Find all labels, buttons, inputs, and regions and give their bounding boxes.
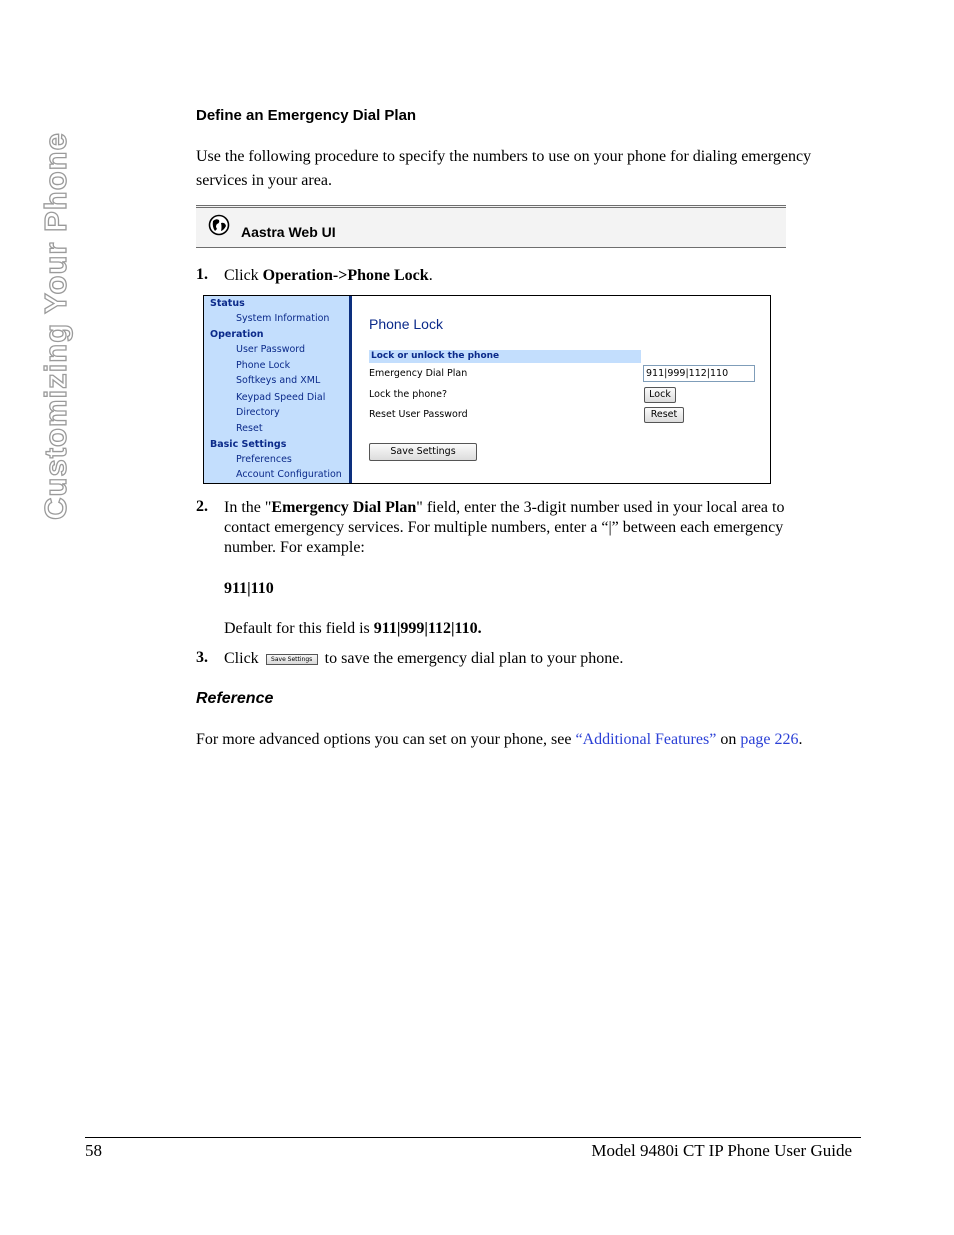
globe-icon	[208, 214, 230, 236]
step-3-text: Click Save Settings to save the emergency dial plan to your phone.	[224, 650, 624, 667]
nav-softkeys-xml[interactable]: Softkeys and XML	[236, 375, 321, 386]
lock-phone-label: Lock the phone?	[369, 389, 448, 400]
page-226-link[interactable]: page 226	[740, 731, 799, 748]
footer-rule	[85, 1137, 861, 1138]
step-1-number: 1.	[196, 266, 208, 283]
emergency-dial-plan-input[interactable]: 911|999|112|110	[643, 365, 755, 382]
side-tab	[38, 108, 74, 544]
save-settings-button[interactable]: Save Settings	[369, 443, 477, 461]
reset-password-label: Reset User Password	[369, 409, 468, 420]
nav-basic-settings[interactable]: Basic Settings	[210, 439, 287, 450]
nav-keypad-speed-dial[interactable]: Keypad Speed Dial	[236, 392, 326, 403]
reset-button[interactable]: Reset	[644, 407, 684, 423]
intro-paragraph: Use the following procedure to specify the numbers to use on your phone for dialing emergency services in your area.	[196, 148, 812, 189]
reference-heading: Reference	[196, 690, 274, 707]
nav-reset[interactable]: Reset	[236, 423, 263, 434]
side-tab-label: Customizing Your Phone	[38, 132, 73, 520]
guide-title: Model 9480i CT IP Phone User Guide	[591, 1141, 852, 1160]
example-value: 911|110	[224, 580, 274, 597]
step-3-number: 3.	[196, 649, 208, 666]
webui-label: Aastra Web UI	[241, 224, 336, 240]
section-header: Lock or unlock the phone	[369, 350, 641, 363]
webui-bar	[196, 205, 786, 248]
emergency-dial-plan-label: Emergency Dial Plan	[369, 368, 468, 379]
phone-lock-title: Phone Lock	[369, 316, 443, 332]
nav-phone-lock[interactable]: Phone Lock	[236, 360, 291, 371]
web-ui-screenshot	[203, 295, 771, 484]
section-title: Define an Emergency Dial Plan	[196, 107, 417, 124]
lock-button[interactable]: Lock	[644, 387, 676, 403]
nav-directory[interactable]: Directory	[236, 407, 280, 418]
step-1-text: Click Operation->Phone Lock.	[224, 267, 433, 284]
nav-status[interactable]: Status	[210, 298, 245, 309]
reference-paragraph: For more advanced options you can set on your phone, see “Additional Features” on page 226.	[196, 731, 803, 748]
nav-sidebar	[204, 296, 352, 483]
additional-features-link[interactable]: “Additional Features”	[575, 731, 717, 748]
nav-preferences[interactable]: Preferences	[236, 454, 292, 465]
nav-user-password[interactable]: User Password	[236, 344, 306, 355]
inline-save-settings-button: Save Settings	[266, 654, 318, 665]
step-2-number: 2.	[196, 498, 208, 515]
step-2-text: In the "Emergency Dial Plan" field, enter the 3-digit number used in your local area to contact emergency services. For multiple numbers, enter a “|” between each emergency number. For example:	[224, 499, 785, 556]
nav-operation[interactable]: Operation	[210, 329, 264, 340]
page-number: 58	[85, 1141, 102, 1160]
nav-account-configuration[interactable]: Account Configuration	[236, 469, 342, 480]
default-value-text: Default for this field is 911|999|112|110.	[224, 620, 482, 637]
nav-system-information[interactable]: System Information	[236, 313, 330, 324]
